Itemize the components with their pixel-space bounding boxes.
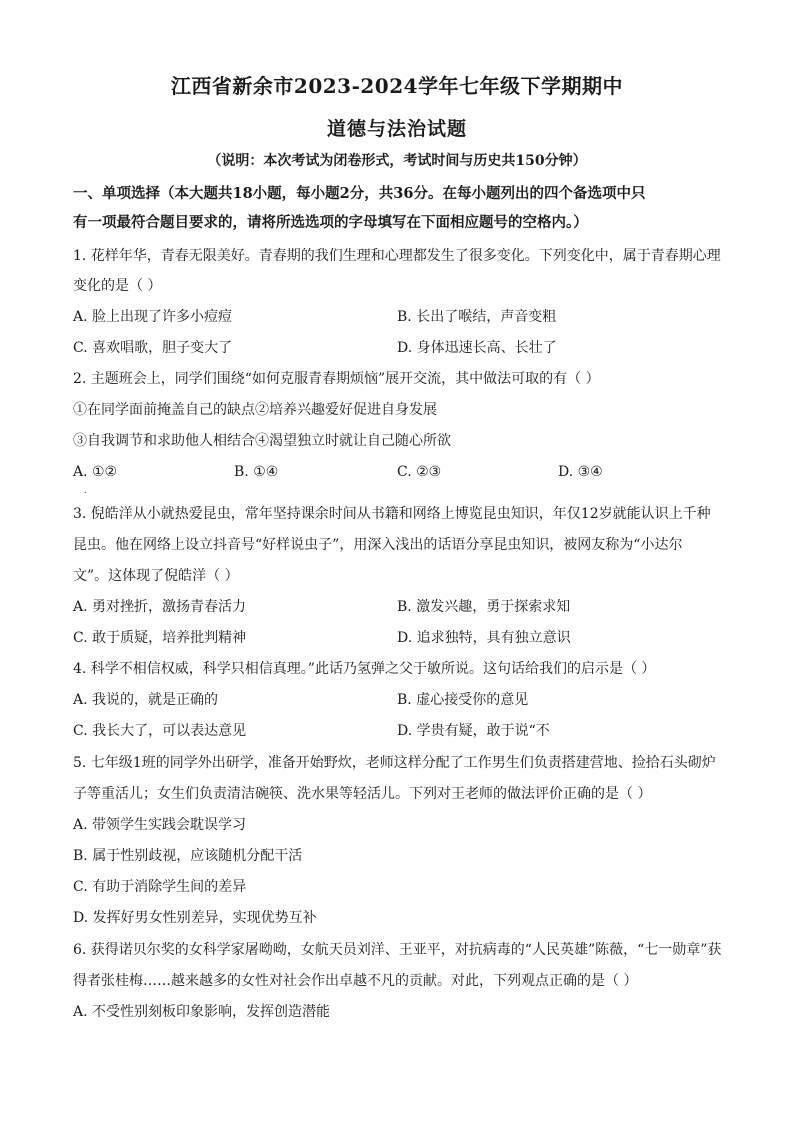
question-5-option-d: D. 发挥好男女性别差异，实现优势互补 xyxy=(73,910,317,926)
exam-title: 江西省新余市2023-2024学年七年级下学期期中 xyxy=(170,74,624,98)
question-4-line1: 4. 科学不相信权威，科学只相信真理。”此话乃氢弹之父于敏所说。这句话给我们的启示是（ ） xyxy=(73,661,656,677)
question-5-option-a: A. 带领学生实践会耽误学习 xyxy=(73,817,247,833)
question-3-option-c: C. 敢于质疑，培养批判精神 xyxy=(73,630,247,646)
question-1-line1: 1. 花样年华，青春无限美好。青春期的我们生理和心理都发生了很多变化。下列变化中，属于青春期心理 xyxy=(73,248,721,264)
exam-note: （说明：本次考试为闭卷形式，考试时间与历史共150分钟） xyxy=(207,153,587,169)
exam-subtitle: 道德与法治试题 xyxy=(326,118,467,140)
question-5-line1: 5. 七年级1班的同学外出研学，准备开始野炊，老师这样分配了工作男生们负责搭建营地、捡拾石头砌炉 xyxy=(73,755,716,771)
question-2-line1: 2. 主题班会上，同学们围绕“如何克服青春期烦恼”展开交流，其中做法可取的有（ ） xyxy=(73,371,600,387)
question-1-option-a: A. 脸上出现了许多小痘痘 xyxy=(73,309,233,325)
question-2-option-a: A. ①② xyxy=(73,464,118,480)
question-2-line3: ③自我调节和求助他人相结合④渴望独立时就让自己随心所欲 xyxy=(73,433,451,449)
question-5-line2: 子等重活儿；女生们负责清洁碗筷、洗水果等轻活儿。下列对王老师的做法评价正确的是（ ） xyxy=(73,786,652,802)
question-2-option-c: C. ②③ xyxy=(397,464,442,480)
question-5-option-b: B. 属于性别歧视，应该随机分配干活 xyxy=(73,848,303,864)
question-1-line2: 变化的是（ ） xyxy=(73,278,162,294)
question-4-option-a: A. 我说的，就是正确的 xyxy=(73,692,219,708)
question-3-option-d: D. 追求独特，具有独立意识 xyxy=(397,630,571,646)
section-heading-line2: 有一项最符合题目要求的，请将所选选项的字母填写在下面相应题号的空格内。） xyxy=(73,214,588,231)
question-4-option-d: D. 学贵有疑，敢于说“不 xyxy=(397,723,550,739)
question-4-option-b: B. 虚心接受你的意见 xyxy=(397,692,529,708)
question-6-line1: 6. 获得诺贝尔奖的女科学家屠呦呦，女航天员刘洋、王亚平，对抗病毒的“人民英雄”陈薇，“七一勋章”获 xyxy=(73,942,722,958)
question-3-line2: 昆虫。他在网络上设立抖音号“好样说虫子”，用深入浅出的话语分享昆虫知识，被网友称为“小达尔 xyxy=(73,537,683,553)
question-5-option-c: C. 有助于消除学生间的差异 xyxy=(73,879,247,895)
question-2-option-b: B. ①④ xyxy=(234,464,279,480)
question-6-line2: 得者张桂梅……越来越多的女性对社会作出卓越不凡的贡献。对此，下列观点正确的是（ ） xyxy=(73,973,638,989)
question-3-option-b: B. 激发兴趣，勇于探索求知 xyxy=(397,599,571,615)
question-4-option-c: C. 我长大了，可以表达意见 xyxy=(73,723,247,739)
section-heading-line1: 一、单项选择（本大题共18小题，每小题2分，共36分。在每小题列出的四个备选项中只 xyxy=(73,185,646,202)
question-3-line1: 3. 倪皓洋从小就热爱昆虫，常年坚持课余时间从书籍和网络上博览昆虫知识，年仅12岁就能认识上千种 xyxy=(73,506,711,522)
question-2-option-d: D. ③④ xyxy=(558,464,603,480)
question-1-option-b: B. 长出了喉结，声音变粗 xyxy=(397,309,557,325)
question-1-option-d: D. 身体迅速长高、长壮了 xyxy=(397,340,557,356)
stray-mark: . xyxy=(84,486,87,495)
question-3-line3: 文”。这体现了倪皓洋（ ） xyxy=(73,568,239,584)
question-1-option-c: C. 喜欢唱歌，胆子变大了 xyxy=(73,340,233,356)
question-2-line2: ①在同学面前掩盖自己的缺点②培养兴趣爱好促进自身发展 xyxy=(73,402,437,418)
question-3-option-a: A. 勇对挫折，激扬青春活力 xyxy=(73,599,247,615)
question-6-option-a: A. 不受性别刻板印象影响，发挥创造潜能 xyxy=(73,1004,331,1020)
